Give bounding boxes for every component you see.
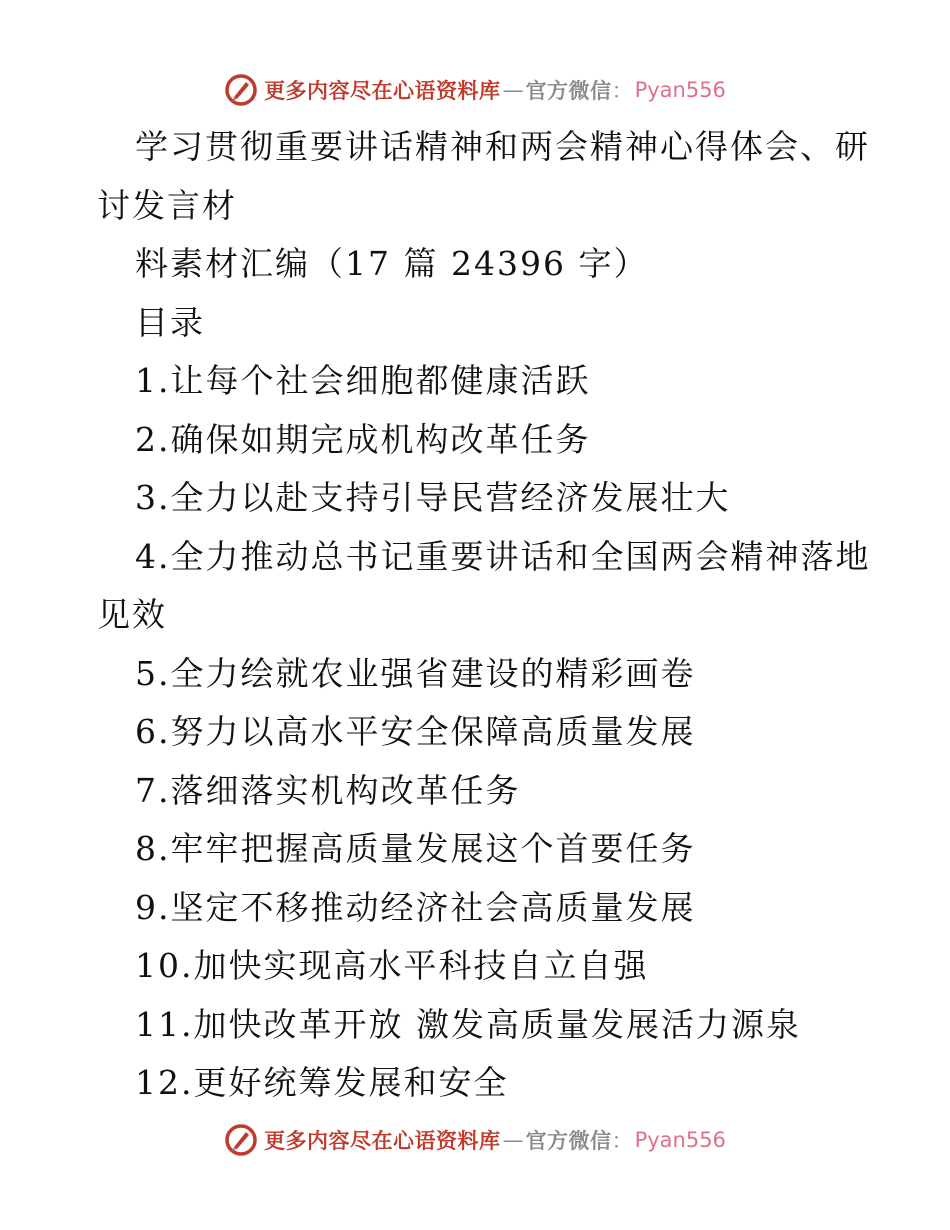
doc-title-line-1: 学习贯彻重要讲话精神和两会精神心得体会、研	[135, 127, 870, 166]
banner-text: 更多内容尽在心语资料库	[264, 79, 501, 103]
banner-dash: —	[502, 78, 524, 102]
banner-label: 官方微信	[525, 1129, 612, 1153]
pen-circle-logo-icon	[224, 73, 258, 107]
toc-item-2: 2.确保如期完成机构改革任务	[135, 419, 591, 459]
toc-item-12: 12.更好统筹发展和安全	[135, 1063, 509, 1102]
toc-item-10: 10.加快实现高水平科技自立自强	[135, 946, 649, 985]
banner-wechat-id: Pyan556	[634, 78, 726, 102]
document-body	[97, 118, 871, 1113]
header-watermark-banner	[0, 70, 950, 110]
doc-title-line-3: 料素材汇编（17 篇 24396 字）	[135, 244, 649, 283]
pen-circle-logo-icon	[224, 1123, 258, 1157]
banner-dash: —	[502, 1128, 524, 1152]
toc-item-11: 11.加快改革开放 激发高质量发展活力源泉	[135, 1004, 801, 1044]
toc-item-5: 5.全力绘就农业强省建设的精彩画卷	[135, 653, 696, 693]
toc-item-4-continued: 见效	[97, 595, 167, 634]
banner-label: 官方微信	[525, 79, 612, 103]
toc-heading: 目录	[135, 302, 205, 342]
toc-item-9: 9.坚定不移推动经济社会高质量发展	[135, 887, 696, 927]
toc-item-8: 8.牢牢把握高质量发展这个首要任务	[135, 829, 696, 868]
toc-item-7: 7.落细落实机构改革任务	[135, 770, 521, 810]
banner-text: 更多内容尽在心语资料库	[264, 1129, 501, 1153]
banner-wechat-id: Pyan556	[634, 1128, 726, 1152]
toc-item-3: 3.全力以赴支持引导民营经济发展壮大	[135, 478, 731, 517]
toc-item-1: 1.让每个社会细胞都健康活跃	[135, 361, 591, 400]
toc-item-4: 4.全力推动总书记重要讲话和全国两会精神落地	[135, 536, 871, 576]
banner-colon: ：	[611, 1129, 633, 1153]
footer-watermark-banner	[0, 1120, 950, 1160]
banner-colon: ：	[611, 79, 633, 103]
doc-title-line-2: 讨发言材	[97, 185, 237, 225]
toc-item-6: 6.努力以高水平安全保障高质量发展	[135, 712, 696, 751]
